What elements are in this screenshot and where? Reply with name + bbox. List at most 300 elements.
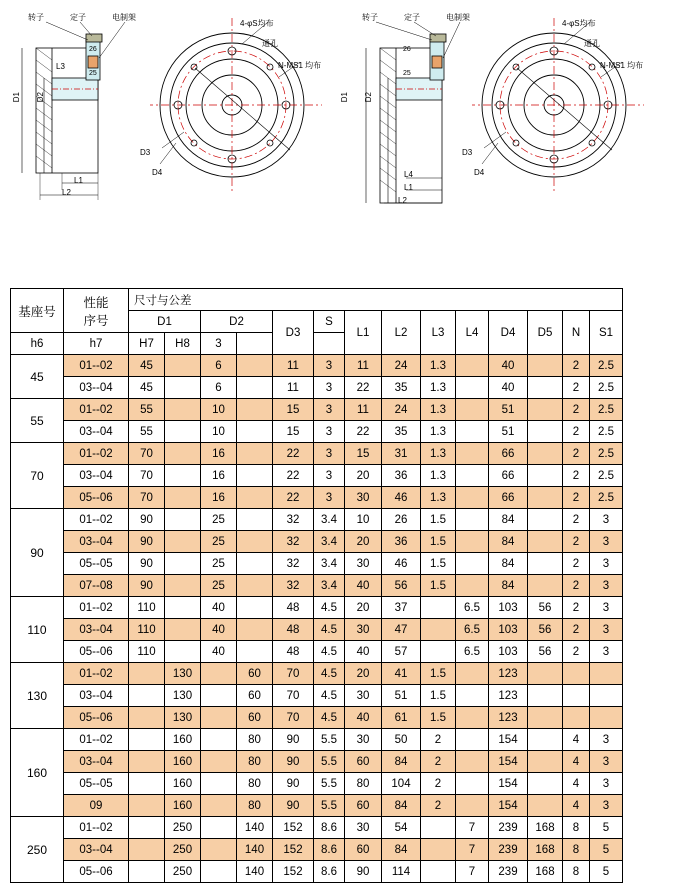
s1-cell bbox=[590, 707, 623, 729]
d4-cell: 84 bbox=[489, 509, 528, 531]
s-cell: 5.5 bbox=[314, 773, 345, 795]
n-cell: 2 bbox=[563, 399, 590, 421]
l3-cell: 1.3 bbox=[421, 443, 456, 465]
s-cell: 3.4 bbox=[314, 509, 345, 531]
d3-cell: 22 bbox=[273, 465, 314, 487]
table-row bbox=[11, 465, 623, 487]
l3-cell bbox=[421, 641, 456, 663]
l2-cell: 47 bbox=[382, 619, 421, 641]
d2-H8-cell bbox=[237, 597, 273, 619]
s1-cell: 3 bbox=[590, 729, 623, 751]
table-body bbox=[11, 355, 623, 883]
s1-cell: 5 bbox=[590, 817, 623, 839]
l2-cell: 56 bbox=[382, 575, 421, 597]
s1-cell: 2.5 bbox=[590, 399, 623, 421]
d1-h6-cell: 110 bbox=[129, 619, 165, 641]
l3-cell: 2 bbox=[421, 795, 456, 817]
l3-cell: 1.5 bbox=[421, 707, 456, 729]
perf-no-cell: 01--02 bbox=[64, 729, 129, 751]
l1-cell: 20 bbox=[345, 465, 382, 487]
l2-cell: 36 bbox=[382, 531, 421, 553]
l4-cell bbox=[456, 685, 489, 707]
d3-cell: 32 bbox=[273, 531, 314, 553]
header-col-s1: S1 bbox=[590, 311, 623, 355]
l1-cell: 30 bbox=[345, 487, 382, 509]
d1-h6-cell: 90 bbox=[129, 509, 165, 531]
l2-cell: 24 bbox=[382, 399, 421, 421]
table-header bbox=[11, 289, 623, 355]
d3-cell: 15 bbox=[273, 399, 314, 421]
d1-h6-cell: 45 bbox=[129, 377, 165, 399]
left-front-label-d3: D3 bbox=[140, 148, 151, 157]
s-cell: 4.5 bbox=[314, 641, 345, 663]
l1-cell: 15 bbox=[345, 443, 382, 465]
l4-cell: 7 bbox=[456, 861, 489, 883]
d1-h7-cell bbox=[165, 443, 201, 465]
right-num-25: 25 bbox=[403, 70, 411, 77]
s1-cell: 5 bbox=[590, 861, 623, 883]
d2-H7-cell: 10 bbox=[201, 421, 237, 443]
d2-H8-cell: 80 bbox=[237, 795, 273, 817]
header-col-d2: D2 bbox=[201, 311, 273, 333]
header-sub-h6: h6 bbox=[11, 333, 64, 355]
d1-h7-cell: 160 bbox=[165, 773, 201, 795]
d4-cell: 103 bbox=[489, 641, 528, 663]
l2-cell: 37 bbox=[382, 597, 421, 619]
header-col-d5: D5 bbox=[528, 311, 563, 355]
l1-cell: 60 bbox=[345, 751, 382, 773]
right-num-26: 26 bbox=[403, 46, 411, 53]
perf-no-cell: 01--02 bbox=[64, 663, 129, 685]
s-cell: 3 bbox=[314, 465, 345, 487]
d1-h7-cell: 130 bbox=[165, 685, 201, 707]
right-front-label-throughhole: 通孔 bbox=[584, 39, 600, 48]
base-no-cell: 55 bbox=[11, 399, 64, 443]
l4-cell bbox=[456, 751, 489, 773]
l1-cell: 60 bbox=[345, 795, 382, 817]
d2-H7-cell: 16 bbox=[201, 443, 237, 465]
l1-cell: 30 bbox=[345, 817, 382, 839]
l3-cell: 1.3 bbox=[421, 399, 456, 421]
d2-H8-cell: 80 bbox=[237, 751, 273, 773]
d1-h7-cell: 160 bbox=[165, 751, 201, 773]
n-cell: 8 bbox=[563, 861, 590, 883]
l1-cell: 20 bbox=[345, 597, 382, 619]
n-cell: 4 bbox=[563, 751, 590, 773]
l4-cell bbox=[456, 421, 489, 443]
table-row bbox=[11, 773, 623, 795]
n-cell: 2 bbox=[563, 531, 590, 553]
right-dim-d1: D1 bbox=[340, 92, 349, 103]
l3-cell: 2 bbox=[421, 773, 456, 795]
d2-H7-cell bbox=[201, 707, 237, 729]
l4-cell bbox=[456, 465, 489, 487]
left-front-label-throughhole: 通孔 bbox=[262, 39, 278, 48]
d2-H7-cell bbox=[201, 795, 237, 817]
left-dim-l1: L1 bbox=[74, 176, 83, 185]
header-col-l1: L1 bbox=[345, 311, 382, 355]
s1-cell: 2.5 bbox=[590, 465, 623, 487]
table-row bbox=[11, 553, 623, 575]
s1-cell: 3 bbox=[590, 509, 623, 531]
n-cell: 2 bbox=[563, 355, 590, 377]
d3-cell: 48 bbox=[273, 619, 314, 641]
l1-cell: 11 bbox=[345, 399, 382, 421]
d3-cell: 22 bbox=[273, 443, 314, 465]
l1-cell: 22 bbox=[345, 421, 382, 443]
d2-H8-cell bbox=[237, 421, 273, 443]
l3-cell: 1.5 bbox=[421, 685, 456, 707]
l4-cell bbox=[456, 531, 489, 553]
s-cell: 4.5 bbox=[314, 707, 345, 729]
s1-cell: 2.5 bbox=[590, 421, 623, 443]
l2-cell: 50 bbox=[382, 729, 421, 751]
left-label-stator: 定子 bbox=[70, 13, 86, 22]
l2-cell: 51 bbox=[382, 685, 421, 707]
l1-cell: 20 bbox=[345, 663, 382, 685]
left-front-label-holes: 4-φS均布 bbox=[240, 19, 274, 28]
l2-cell: 104 bbox=[382, 773, 421, 795]
d2-H8-cell: 80 bbox=[237, 773, 273, 795]
d2-H7-cell: 25 bbox=[201, 575, 237, 597]
table-row bbox=[11, 487, 623, 509]
right-front-label-d3: D3 bbox=[462, 148, 473, 157]
l3-cell bbox=[421, 619, 456, 641]
d4-cell: 154 bbox=[489, 751, 528, 773]
d4-cell: 123 bbox=[489, 663, 528, 685]
d1-h7-cell bbox=[165, 641, 201, 663]
d2-H8-cell: 60 bbox=[237, 707, 273, 729]
l1-cell: 60 bbox=[345, 839, 382, 861]
d4-cell: 154 bbox=[489, 729, 528, 751]
d4-cell: 51 bbox=[489, 421, 528, 443]
table-row bbox=[11, 421, 623, 443]
l1-cell: 90 bbox=[345, 861, 382, 883]
table-row bbox=[11, 575, 623, 597]
d2-H7-cell bbox=[201, 861, 237, 883]
d1-h7-cell bbox=[165, 377, 201, 399]
l4-cell bbox=[456, 355, 489, 377]
d5-cell bbox=[528, 663, 563, 685]
right-front-view-svg bbox=[472, 0, 675, 268]
d4-cell: 66 bbox=[489, 487, 528, 509]
left-front-label-d4: D4 bbox=[152, 168, 163, 177]
l1-cell: 30 bbox=[345, 553, 382, 575]
d2-H8-cell: 140 bbox=[237, 839, 273, 861]
d1-h6-cell: 90 bbox=[129, 553, 165, 575]
n-cell bbox=[563, 663, 590, 685]
d1-h7-cell: 250 bbox=[165, 817, 201, 839]
d4-cell: 123 bbox=[489, 685, 528, 707]
d5-cell bbox=[528, 751, 563, 773]
l3-cell: 2 bbox=[421, 729, 456, 751]
n-cell: 4 bbox=[563, 729, 590, 751]
perf-no-cell: 01--02 bbox=[64, 597, 129, 619]
header-col-d4: D4 bbox=[489, 311, 528, 355]
right-dim-l2: L2 bbox=[398, 196, 407, 205]
d1-h6-cell bbox=[129, 729, 165, 751]
right-front-label-holes: 4-φS均布 bbox=[562, 19, 596, 28]
table-row bbox=[11, 751, 623, 773]
l2-cell: 46 bbox=[382, 553, 421, 575]
d2-H7-cell bbox=[201, 839, 237, 861]
l1-cell: 40 bbox=[345, 641, 382, 663]
d4-cell: 239 bbox=[489, 839, 528, 861]
left-dim-d1: D1 bbox=[12, 92, 21, 103]
s-cell: 3 bbox=[314, 399, 345, 421]
left-num-26: 26 bbox=[89, 46, 97, 53]
d3-cell: 22 bbox=[273, 487, 314, 509]
d1-h6-cell bbox=[129, 861, 165, 883]
header-perf-no-line1: 性能 bbox=[83, 295, 109, 310]
d5-cell bbox=[528, 729, 563, 751]
d1-h7-cell bbox=[165, 487, 201, 509]
l3-cell bbox=[421, 861, 456, 883]
d3-cell: 70 bbox=[273, 663, 314, 685]
l4-cell: 6.5 bbox=[456, 641, 489, 663]
l2-cell: 24 bbox=[382, 355, 421, 377]
d1-h7-cell: 130 bbox=[165, 663, 201, 685]
drawings-area bbox=[0, 0, 675, 268]
header-dim-tol: 尺寸与公差 bbox=[129, 289, 623, 311]
d5-cell bbox=[528, 553, 563, 575]
table-row bbox=[11, 861, 623, 883]
l4-cell bbox=[456, 487, 489, 509]
s-cell: 8.6 bbox=[314, 839, 345, 861]
table-row bbox=[11, 509, 623, 531]
n-cell: 2 bbox=[563, 619, 590, 641]
d1-h6-cell: 45 bbox=[129, 355, 165, 377]
s-cell: 3.4 bbox=[314, 553, 345, 575]
l3-cell: 2 bbox=[421, 751, 456, 773]
d1-h6-cell bbox=[129, 707, 165, 729]
d1-h7-cell bbox=[165, 465, 201, 487]
table-row bbox=[11, 443, 623, 465]
d1-h6-cell: 55 bbox=[129, 399, 165, 421]
perf-no-cell: 01--02 bbox=[64, 443, 129, 465]
l3-cell: 1.5 bbox=[421, 531, 456, 553]
d5-cell bbox=[528, 795, 563, 817]
d2-H8-cell bbox=[237, 641, 273, 663]
l3-cell: 1.3 bbox=[421, 355, 456, 377]
l1-cell: 80 bbox=[345, 773, 382, 795]
right-front-label-nms1: N-MS1 均布 bbox=[600, 61, 644, 70]
d2-H7-cell: 25 bbox=[201, 531, 237, 553]
l4-cell: 7 bbox=[456, 817, 489, 839]
s1-cell: 3 bbox=[590, 597, 623, 619]
l4-cell bbox=[456, 707, 489, 729]
header-col-l2: L2 bbox=[382, 311, 421, 355]
d1-h6-cell bbox=[129, 839, 165, 861]
base-no-cell: 70 bbox=[11, 443, 64, 509]
s-cell: 5.5 bbox=[314, 795, 345, 817]
d2-H8-cell bbox=[237, 509, 273, 531]
table-header-row-1 bbox=[11, 289, 623, 311]
l4-cell: 6.5 bbox=[456, 619, 489, 641]
d5-cell bbox=[528, 443, 563, 465]
l4-cell bbox=[456, 399, 489, 421]
d1-h6-cell bbox=[129, 685, 165, 707]
s-cell: 8.6 bbox=[314, 817, 345, 839]
table-row bbox=[11, 619, 623, 641]
n-cell: 8 bbox=[563, 839, 590, 861]
d3-cell: 90 bbox=[273, 795, 314, 817]
n-cell: 4 bbox=[563, 795, 590, 817]
perf-no-cell: 05--06 bbox=[64, 707, 129, 729]
n-cell: 2 bbox=[563, 509, 590, 531]
d3-cell: 32 bbox=[273, 509, 314, 531]
d2-H8-cell: 60 bbox=[237, 685, 273, 707]
s-cell: 3 bbox=[314, 355, 345, 377]
d1-h7-cell: 250 bbox=[165, 861, 201, 883]
d5-cell: 168 bbox=[528, 839, 563, 861]
right-label-rotor: 转子 bbox=[362, 13, 378, 22]
d1-h6-cell: 90 bbox=[129, 575, 165, 597]
d5-cell bbox=[528, 707, 563, 729]
l1-cell: 40 bbox=[345, 707, 382, 729]
d4-cell: 40 bbox=[489, 377, 528, 399]
d4-cell: 154 bbox=[489, 795, 528, 817]
header-sub-h7: h7 bbox=[64, 333, 129, 355]
l1-cell: 30 bbox=[345, 729, 382, 751]
header-col-d1: D1 bbox=[129, 311, 201, 333]
left-front-label-nms1: N-MS1 均布 bbox=[278, 61, 322, 70]
d5-cell bbox=[528, 685, 563, 707]
l3-cell bbox=[421, 817, 456, 839]
d2-H8-cell: 60 bbox=[237, 663, 273, 685]
d1-h6-cell bbox=[129, 663, 165, 685]
s-cell: 8.6 bbox=[314, 861, 345, 883]
s-cell: 4.5 bbox=[314, 685, 345, 707]
l1-cell: 40 bbox=[345, 575, 382, 597]
perf-no-cell: 05--05 bbox=[64, 773, 129, 795]
l3-cell: 1.3 bbox=[421, 421, 456, 443]
l4-cell bbox=[456, 663, 489, 685]
d4-cell: 51 bbox=[489, 399, 528, 421]
d2-H8-cell: 80 bbox=[237, 729, 273, 751]
n-cell bbox=[563, 707, 590, 729]
d1-h6-cell bbox=[129, 773, 165, 795]
l2-cell: 57 bbox=[382, 641, 421, 663]
d2-H8-cell bbox=[237, 399, 273, 421]
d2-H7-cell bbox=[201, 773, 237, 795]
d5-cell bbox=[528, 465, 563, 487]
d2-H8-cell: 140 bbox=[237, 861, 273, 883]
header-perf-no bbox=[64, 289, 129, 333]
table-row bbox=[11, 531, 623, 553]
d1-h6-cell: 110 bbox=[129, 641, 165, 663]
d2-H7-cell: 10 bbox=[201, 399, 237, 421]
table-row bbox=[11, 377, 623, 399]
header-col-s: S bbox=[314, 311, 345, 333]
d2-H8-cell bbox=[237, 553, 273, 575]
s1-cell bbox=[590, 663, 623, 685]
d2-H8-cell bbox=[237, 487, 273, 509]
l3-cell: 1.5 bbox=[421, 553, 456, 575]
d5-cell: 168 bbox=[528, 861, 563, 883]
s1-cell: 3 bbox=[590, 795, 623, 817]
l1-cell: 20 bbox=[345, 531, 382, 553]
l2-cell: 84 bbox=[382, 751, 421, 773]
d2-H8-cell bbox=[237, 377, 273, 399]
l2-cell: 54 bbox=[382, 817, 421, 839]
right-dim-d2: D2 bbox=[364, 92, 373, 103]
l4-cell: 7 bbox=[456, 839, 489, 861]
d3-cell: 32 bbox=[273, 575, 314, 597]
perf-no-cell: 01--02 bbox=[64, 509, 129, 531]
n-cell bbox=[563, 685, 590, 707]
d3-cell: 11 bbox=[273, 377, 314, 399]
d1-h6-cell: 90 bbox=[129, 531, 165, 553]
base-no-cell: 110 bbox=[11, 597, 64, 663]
d3-cell: 152 bbox=[273, 861, 314, 883]
d2-H7-cell: 40 bbox=[201, 619, 237, 641]
s-cell: 3 bbox=[314, 421, 345, 443]
d3-cell: 90 bbox=[273, 773, 314, 795]
header-perf-no-line2: 序号 bbox=[83, 313, 109, 328]
s-cell: 4.5 bbox=[314, 663, 345, 685]
l2-cell: 41 bbox=[382, 663, 421, 685]
d5-cell: 168 bbox=[528, 817, 563, 839]
d2-H7-cell: 16 bbox=[201, 487, 237, 509]
l3-cell: 1.5 bbox=[421, 509, 456, 531]
right-front-label-d4: D4 bbox=[474, 168, 485, 177]
n-cell: 2 bbox=[563, 377, 590, 399]
d1-h6-cell: 70 bbox=[129, 465, 165, 487]
l4-cell bbox=[456, 729, 489, 751]
l3-cell bbox=[421, 839, 456, 861]
d5-cell bbox=[528, 509, 563, 531]
d3-cell: 90 bbox=[273, 729, 314, 751]
s1-cell: 3 bbox=[590, 641, 623, 663]
d2-H7-cell bbox=[201, 685, 237, 707]
d4-cell: 103 bbox=[489, 619, 528, 641]
d1-h7-cell bbox=[165, 355, 201, 377]
d4-cell: 66 bbox=[489, 443, 528, 465]
d5-cell bbox=[528, 773, 563, 795]
n-cell: 2 bbox=[563, 421, 590, 443]
perf-no-cell: 03--04 bbox=[64, 839, 129, 861]
l1-cell: 22 bbox=[345, 377, 382, 399]
d2-H7-cell: 40 bbox=[201, 641, 237, 663]
n-cell: 4 bbox=[563, 773, 590, 795]
base-no-cell: 160 bbox=[11, 729, 64, 817]
table-row bbox=[11, 707, 623, 729]
d5-cell: 56 bbox=[528, 597, 563, 619]
header-sub-H8: H8 bbox=[165, 333, 201, 355]
d4-cell: 239 bbox=[489, 861, 528, 883]
left-dim-d2: D2 bbox=[36, 92, 45, 103]
d1-h7-cell bbox=[165, 553, 201, 575]
d1-h7-cell: 130 bbox=[165, 707, 201, 729]
l2-cell: 46 bbox=[382, 487, 421, 509]
d1-h6-cell: 70 bbox=[129, 443, 165, 465]
d1-h6-cell bbox=[129, 751, 165, 773]
l4-cell bbox=[456, 377, 489, 399]
d2-H7-cell bbox=[201, 729, 237, 751]
s1-cell: 3 bbox=[590, 773, 623, 795]
d3-cell: 70 bbox=[273, 685, 314, 707]
perf-no-cell: 03--04 bbox=[64, 751, 129, 773]
d4-cell: 84 bbox=[489, 575, 528, 597]
table-row bbox=[11, 729, 623, 751]
s-cell: 5.5 bbox=[314, 751, 345, 773]
l4-cell bbox=[456, 553, 489, 575]
right-label-stator: 定子 bbox=[404, 13, 420, 22]
perf-no-cell: 03--04 bbox=[64, 531, 129, 553]
perf-no-cell: 05--06 bbox=[64, 641, 129, 663]
perf-no-cell: 05--06 bbox=[64, 861, 129, 883]
